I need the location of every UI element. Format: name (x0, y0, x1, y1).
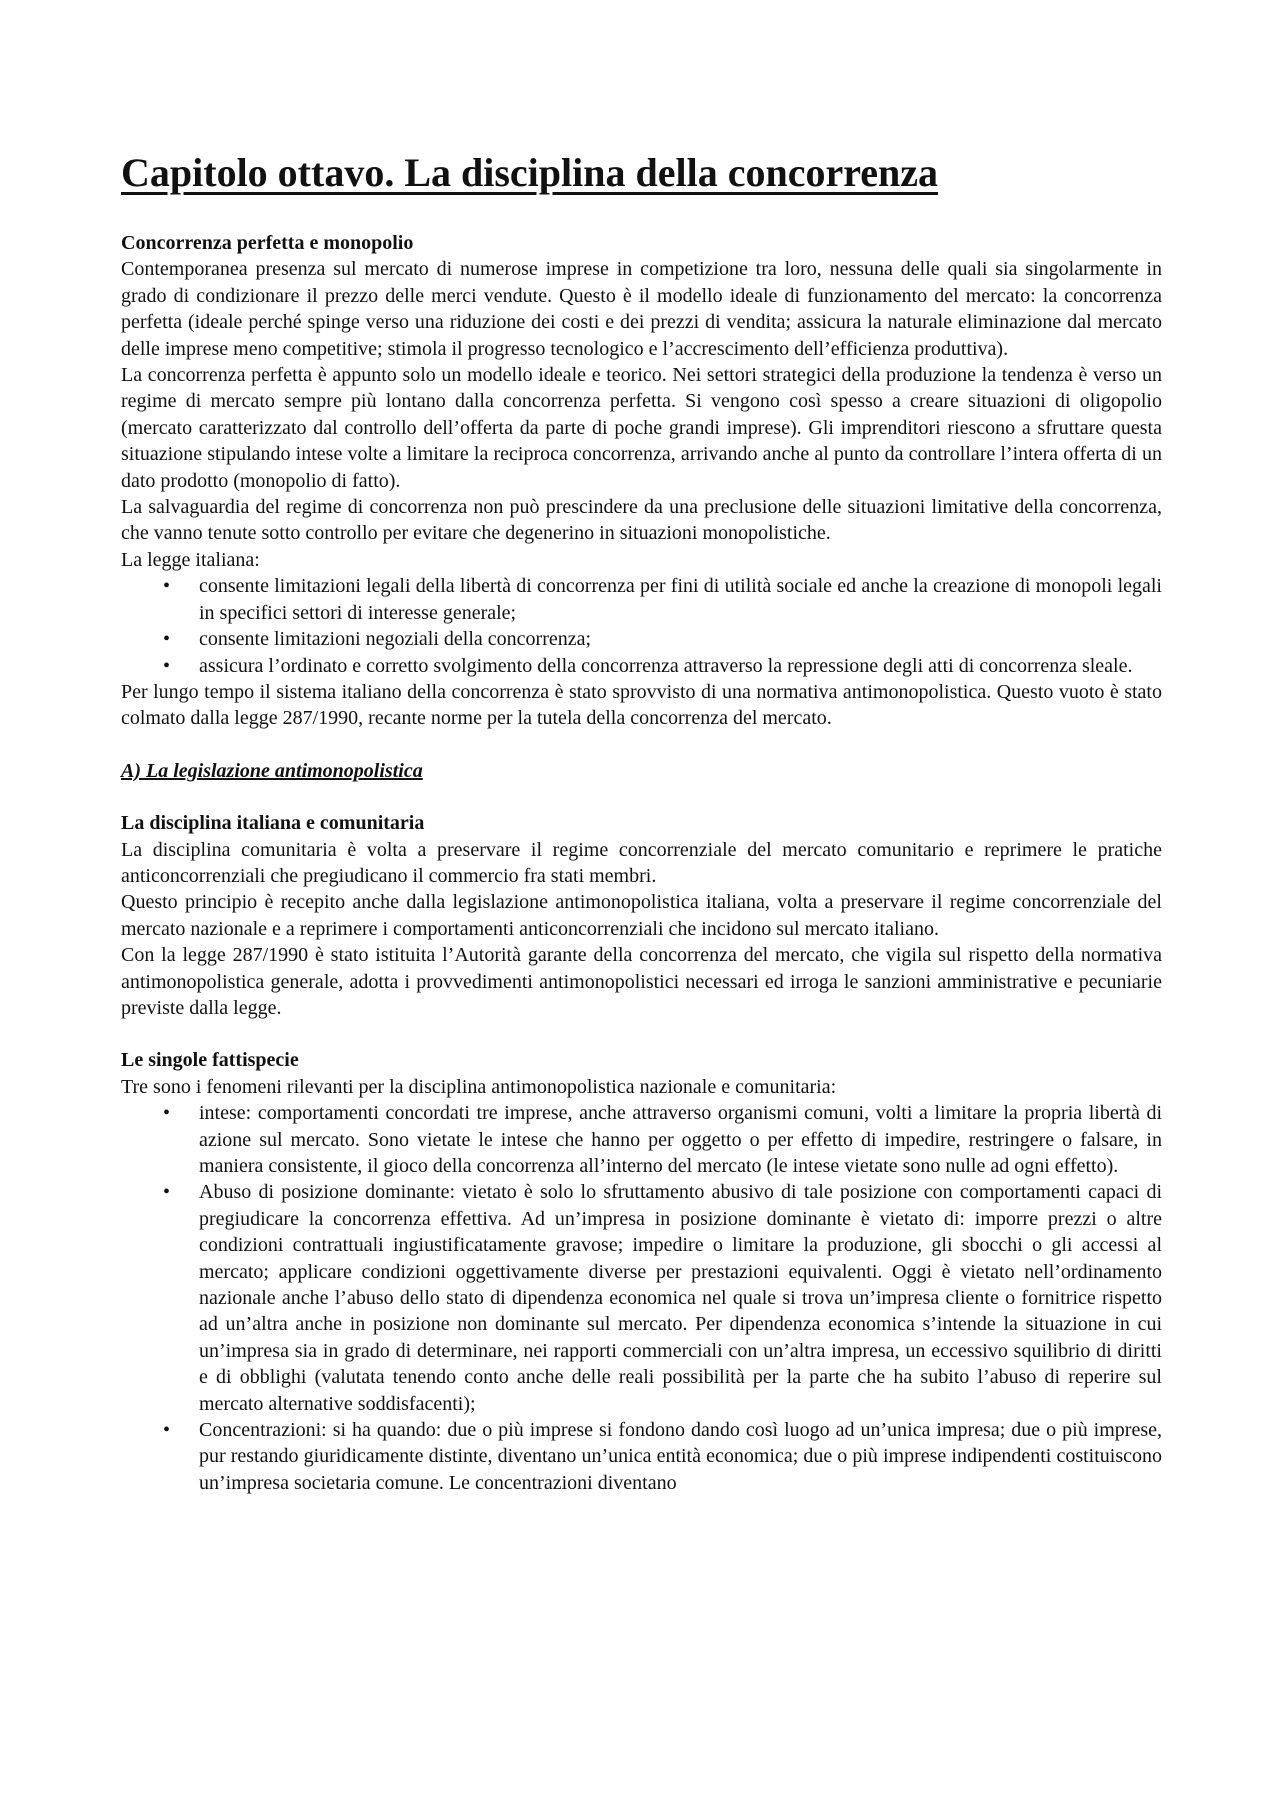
paragraph: La disciplina comunitaria è volta a preservare il regime concorrenziale del mercato comunitario e reprimere le pratiche anticoncorrenziali che pregiudicano il commercio fra stati membri. (121, 838, 1162, 887)
bullet-list (121, 1100, 1162, 1496)
bullet-list (121, 573, 1162, 679)
paragraph: Con la legge 287/1990 è stato istituita l’Autorità garante della concorrenza del mercato, che vigila sul rispetto della normativa antimonopolistica generale, adotta i provvedimenti antimonopolistici necessari ed irroga le sanzioni amministrative e pecuniarie previste dalla legge. (121, 944, 1162, 1019)
paragraph: La legge italiana: (121, 548, 260, 571)
bullet-icon: • (163, 1181, 171, 1204)
section-concorrenza-perfetta (121, 230, 1162, 732)
bullet-icon: • (163, 575, 171, 598)
list-item: • consente limitazioni legali della libertà di concorrenza per fini di utilità sociale ed anche la creazione di monopoli legali in specifici settori di interesse generale; (163, 575, 1162, 624)
subheading-concorrenza-perfetta: Concorrenza perfetta e monopolio (121, 232, 414, 254)
section-heading-a: A) La legislazione antimonopolistica (121, 759, 423, 782)
paragraph: Tre sono i fenomeni rilevanti per la disciplina antimonopolistica nazionale e comunitaria: (121, 1075, 837, 1098)
bullet-icon: • (163, 1419, 171, 1442)
paragraph: Contemporanea presenza sul mercato di numerose imprese in competizione tra loro, nessuna delle quali sia singolarmente in grado di condizionare il prezzo delle merci vendute. Questo è il modello ideale di funzionamento del mercato: la concorrenza perfetta (ideale perché spinge verso una riduzione dei costi e dei prezzi di vendita; assicura la naturale eliminazione dal mercato delle imprese meno competitive; stimola il progresso tecnologico e l’accrescimento dell’efficienza produttiva). (121, 258, 1162, 360)
paragraph: La concorrenza perfetta è appunto solo un modello ideale e teorico. Nei settori strategici della produzione la tendenza è verso un regime di mercato sempre più lontano dalla concorrenza perfetta. Si vengono così spesso a creare situazioni di oligopolio (mercato caratterizzato dal controllo dell’offerta da parte di poche grandi imprese). Gli imprenditori riescono a sfruttare questa situazione stipulando intese volte a limitare la reciproca concorrenza, arrivando anche al punto da controllare l’intera offerta di un dato prodotto (monopolio di fatto). (121, 364, 1162, 492)
bullet-icon: • (163, 654, 171, 677)
bullet-icon: • (163, 1102, 171, 1125)
subheading-disciplina-italiana: La disciplina italiana e comunitaria (121, 812, 425, 835)
paragraph: Per lungo tempo il sistema italiano della concorrenza è stato sprovvisto di una normativa antimonopolistica. Questo vuoto è stato colmato dalla legge 287/1990, recante norme per la tutela della concorrenza del mercato. (121, 680, 1162, 730)
paragraph: Questo principio è recepito anche dalla legislazione antimonopolistica italiana, volta a preservare il regime concorrenziale del mercato nazionale e a reprimere i comportamenti anticoncorrenziali che incidono sul mercato italiano. (121, 891, 1162, 940)
section-disciplina-italiana (121, 810, 1162, 1021)
list-item: • intese: comportamenti concordati tre imprese, anche attraverso organismi comuni, volti a limitare la propria libertà di azione sul mercato. Sono vietate le intese che hanno per oggetto o per effetto di impedire, restringere o falsare, in maniera consistente, il gioco della concorrenza all’interno del mercato (le intese vietate sono nulle ad ogni effetto). (163, 1102, 1162, 1177)
section-singole-fattispecie (121, 1047, 1162, 1496)
subheading-singole-fattispecie: Le singole fattispecie (121, 1049, 299, 1072)
list-item: • assicura l’ordinato e corretto svolgimento della concorrenza attraverso la repressione degli atti di concorrenza sleale. (199, 653, 1162, 679)
paragraph: La salvaguardia del regime di concorrenza non può prescindere da una preclusione delle situazioni limitative della concorrenza, che vanno tenute sotto controllo per evitare che degenerino in situazioni monopolistiche. (121, 496, 1162, 545)
bullet-icon: • (163, 628, 171, 651)
list-item: • Abuso di posizione dominante: vietato è solo lo sfruttamento abusivo di tale posizione con comportamenti capaci di pregiudicare la concorrenza effettiva. Ad un’impresa in posizione dominante è vietato di: imporre prezzi o altre condizioni contrattuali ingiustificatamente gravose; impedire o limitare la produzione, gli sbocchi o gli accessi al mercato; applicare condizioni oggettivamente diverse per prestazioni equivalenti. Oggi è vietato nell’ordinamento nazionale anche l’abuso dello stato di dipendenza economica nel quale si trova un’impresa cliente o fornitrice rispetto ad un’altra anche in posizione non dominante sul mercato. Per dipendenza economica s’intende la situazione in cui un’impresa sia in grado di determinare, nei rapporti commerciali con un’altra impresa, un eccessivo squilibrio di diritti e di obblighi (valutata tenendo conto anche delle reali possibilità per la parte che ha subito l’abuso di reperire sul mercato alternative soddisfacenti); (163, 1181, 1162, 1415)
list-item: • Concentrazioni: si ha quando: due o più imprese si fondono dando così luogo ad un’unica impresa; due o più imprese, pur restando giuridicamente distinte, diventano un’unica entità economica; due o più imprese indipendenti costituiscono un’impresa societaria comune. Le concentrazioni diventano (163, 1419, 1162, 1494)
list-item: • consente limitazioni negoziali della concorrenza; (199, 626, 1162, 652)
chapter-title: Capitolo ottavo. La disciplina della concorrenza (121, 150, 939, 195)
